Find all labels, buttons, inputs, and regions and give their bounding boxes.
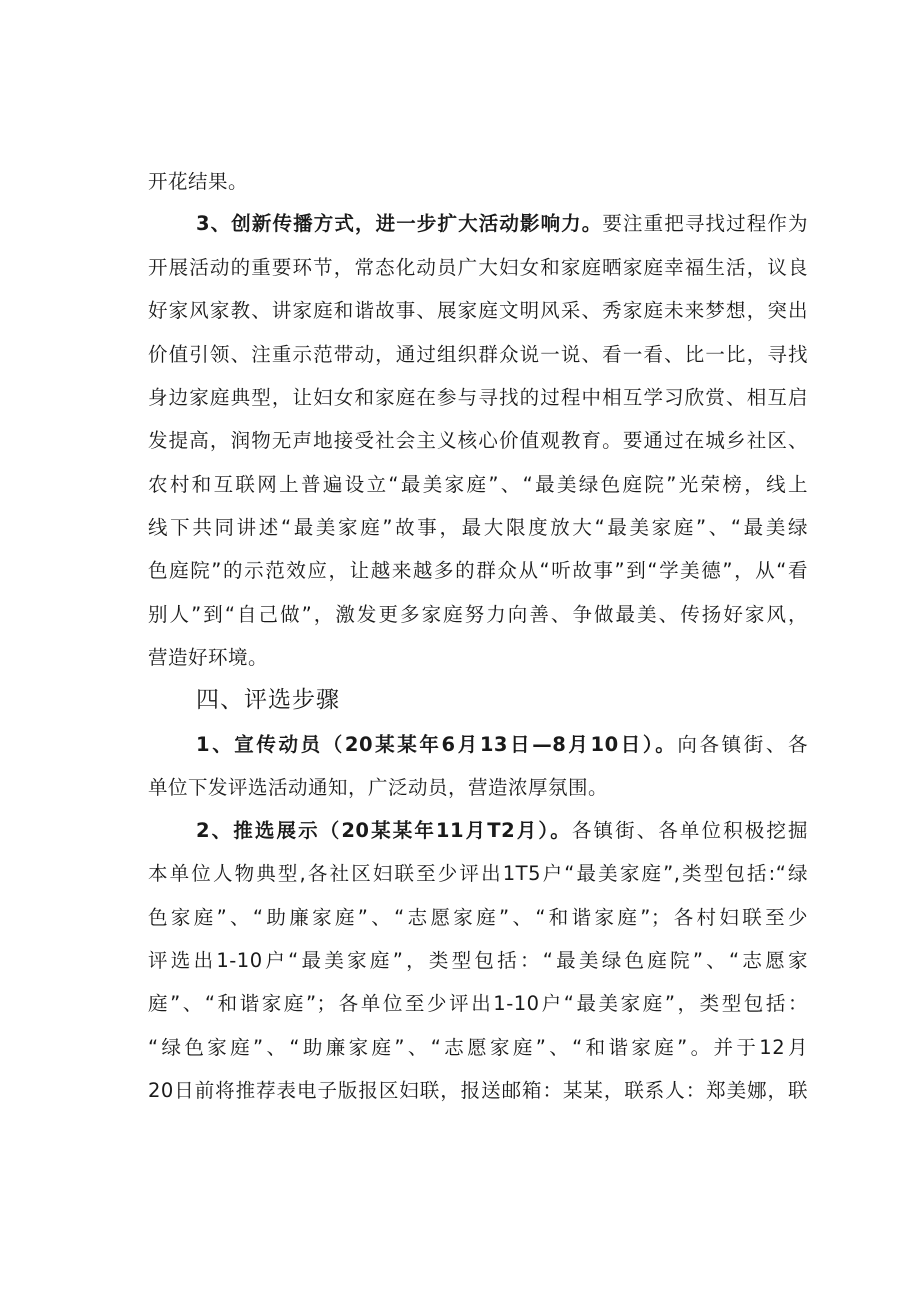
paragraph-line: 色家庭”、“助廉家庭”、“志愿家庭”、“和谐家庭”；各村妇联至少 [148,906,808,929]
paragraph-line: 线下共同讲述“最美家庭”故事，最大限度放大“最美家庭”、“最美绿 [148,516,808,539]
paragraph-3-first-line [196,212,808,236]
paragraph-line: 庭”、“和谐家庭”；各单位至少评出1-10户“最美家庭”，类型包括： [148,992,808,1015]
step-2-first-line [196,819,808,843]
paragraph-line: 20日前将推荐表电子版报区妇联，报送邮箱：某某，联系人：郑美娜，联 [148,1079,808,1102]
text-run: 向各镇街、各 [677,733,808,756]
paragraph-line: 好家风家教、讲家庭和谐故事、展家庭文明风采、秀家庭未来梦想，突出 [148,299,808,322]
paragraph-line: 价值引领、注重示范带动，通过组织群众说一说、看一看、比一比，寻找 [148,343,808,366]
step-1-heading: 1、宣传动员（20某某年6月13日—8月10日）。 [196,733,678,756]
paragraph-line: 色庭院”的示范效应，让越来越多的群众从“听故事”到“学美德”，从“看 [148,559,808,582]
text-run: 要注重把寻找过程作为 [602,212,808,235]
paragraph-line: “绿色家庭”、“助廉家庭”、“志愿家庭”、“和谐家庭”。并于12月 [148,1036,808,1059]
paragraph-line: 开展活动的重要环节，常态化动员广大妇女和家庭晒家庭幸福生活，议良 [148,256,808,279]
paragraph-line: 农村和互联网上普遍设立“最美家庭”、“最美绿色庭院”光荣榜，线上 [148,473,808,496]
paragraph-line: 别人”到“自己做”，激发更多家庭努力向善、争做最美、传扬好家风， [148,603,808,626]
paragraph-continuation-line [148,170,808,194]
text-run: 开花结果。 [148,170,249,193]
paragraph-3-heading: 3、创新传播方式，进一步扩大活动影响力。 [196,212,603,235]
text-run: 各镇街、各单位积极挖掘 [571,819,808,842]
section-heading: 四、评选步骤 [196,687,340,713]
paragraph-line: 本单位人物典型,各社区妇联至少评出1T5户“最美家庭”,类型包括:“绿 [148,862,808,885]
paragraph-line: 身边家庭典型，让妇女和家庭在参与寻找的过程中相互学习欣赏、相互启 [148,386,808,409]
step-2-heading: 2、推选展示（20某某年11月T2月）。 [196,819,572,842]
paragraph-line: 发提高，润物无声地接受社会主义核心价值观教育。要通过在城乡社区、 [148,429,808,452]
paragraph-line: 评选出1-10户“最美家庭”，类型包括：“最美绿色庭院”、“志愿家 [148,949,808,972]
paragraph-line: 营造好环境。 [148,646,269,669]
step-1-first-line [196,733,808,757]
paragraph-line: 单位下发评选活动通知，广泛动员，营造浓厚氛围。 [148,776,609,799]
